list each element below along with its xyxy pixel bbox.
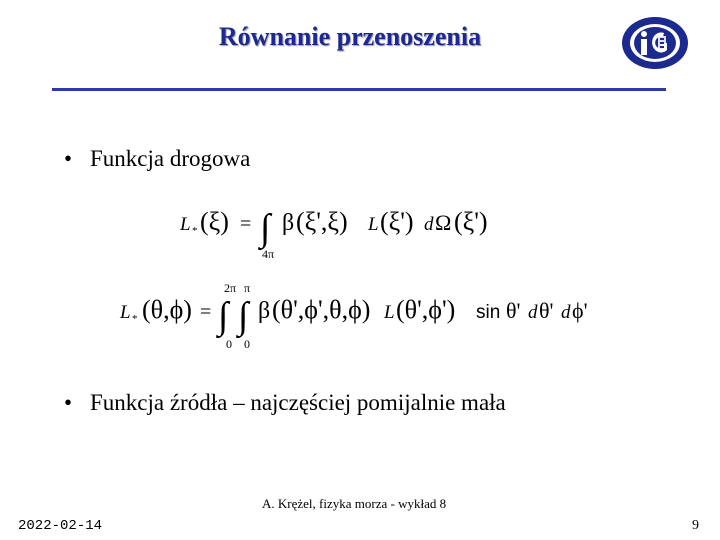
svg-text:d: d (424, 214, 434, 235)
radiance-integral-equation (180, 196, 520, 268)
svg-text:β: β (258, 298, 271, 324)
page-number: 9 (692, 518, 699, 533)
bullet-source-function (64, 390, 506, 416)
svg-text:π: π (244, 281, 251, 295)
svg-text:θ': θ' (539, 298, 554, 323)
slide-date: 2022-02-14 (18, 518, 103, 534)
svg-text:*: * (192, 225, 198, 237)
svg-text:0: 0 (226, 337, 232, 351)
svg-text:L: L (180, 214, 191, 235)
title-underline (52, 88, 666, 91)
svg-text:d: d (561, 302, 571, 323)
svg-text:(ξ): (ξ) (200, 207, 229, 236)
svg-text:(θ',ϕ'): (θ',ϕ') (396, 295, 456, 324)
svg-text:∫: ∫ (260, 207, 271, 249)
svg-text:∫: ∫ (218, 295, 229, 337)
svg-text:sin: sin (476, 302, 501, 323)
svg-text:4π: 4π (262, 247, 275, 261)
svg-text:(θ,ϕ): (θ,ϕ) (142, 295, 192, 324)
svg-text:θ': θ' (506, 298, 521, 323)
svg-text:ϕ': ϕ' (572, 298, 588, 323)
svg-text:L: L (384, 302, 395, 323)
radiance-double-integral-equation (118, 278, 618, 354)
slide-footer: A. Krężel, fizyka morza - wykład 8 (262, 496, 447, 511)
svg-text:2π: 2π (224, 281, 237, 295)
slide-title: Równanie przenoszenia (218, 22, 482, 51)
svg-text:L: L (368, 214, 379, 235)
bullet-marker: • (64, 146, 73, 171)
svg-text:L: L (120, 302, 131, 323)
bullet-text: Funkcja drogowa (90, 146, 251, 171)
institute-logo-icon (620, 14, 690, 72)
svg-text:=: = (240, 213, 252, 235)
svg-text:d: d (528, 302, 538, 323)
svg-text:(ξ',ξ): (ξ',ξ) (296, 207, 348, 236)
bullet-text: Funkcja źródła – najczęściej pomijalnie mała (90, 390, 506, 415)
svg-text:=: = (200, 301, 212, 323)
svg-text:∫: ∫ (238, 295, 249, 337)
svg-text:Ω: Ω (435, 210, 452, 235)
svg-text:(ξ'): (ξ') (380, 207, 414, 236)
svg-text:β: β (282, 210, 295, 236)
svg-text:(ξ'): (ξ') (454, 207, 488, 236)
svg-text:(θ',ϕ',θ,ϕ): (θ',ϕ',θ,ϕ) (272, 295, 371, 324)
svg-text:*: * (132, 313, 138, 325)
svg-text:0: 0 (244, 337, 250, 351)
bullet-marker: • (64, 390, 73, 415)
bullet-path-function (64, 146, 250, 172)
